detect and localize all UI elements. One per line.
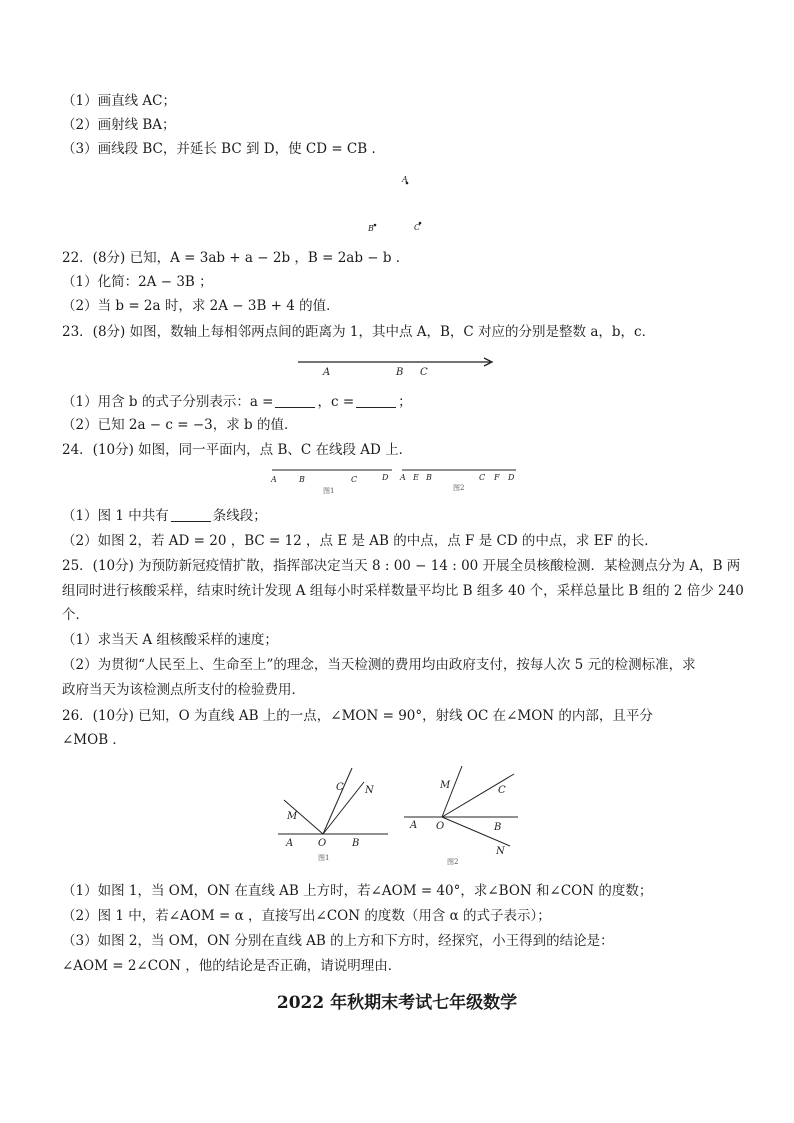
q21-part2: （2）画射线 BA；: [62, 117, 176, 133]
q21-part1: （1）画直线 AC；: [62, 93, 176, 109]
q26-fig1-label-n: N: [365, 785, 374, 796]
q26-fig2-label-o: O: [436, 821, 445, 832]
q24-part1: [62, 507, 267, 525]
q23-label-c: C: [420, 367, 428, 378]
q26-fig2-caption: 图2: [447, 858, 459, 866]
q22-part1: （1）化简：2A − 3B ；: [62, 274, 213, 290]
q26-part3-line2: ∠AOM = 2∠CON ，他的结论是否正确，请说明理由．: [62, 958, 402, 974]
q24-part1-text-b: 条线段；: [212, 508, 267, 524]
q21-label-c: C: [414, 223, 421, 232]
q26-part1: （1）如图 1，当 OM，ON 在直线 AB 上方时，若∠AOM = 40°，求∠BON 和∠CON 的度数；: [62, 883, 653, 899]
q24-fig1-label-d: D: [382, 473, 389, 482]
q26-stem-line2: ∠MOB ．: [62, 732, 126, 748]
q26-stem-line1: 26．(10分) 已知，O 为直线 AB 上的一点，∠MON = 90°，射线 OC 在∠MON 的内部，且平分: [62, 708, 653, 724]
q23-label-a: A: [323, 367, 331, 378]
q25-part1: （1）求当天 A 组核酸采样的速度；: [62, 632, 278, 648]
q24-fig2-label-f: F: [494, 473, 500, 482]
q26-fig1-ray-oc: [323, 768, 352, 834]
q24-stem: 24．(10分) 如图，同一平面内，点 B、C 在线段 AD 上．: [62, 442, 413, 458]
q22-stem: 22．(8分) 已知，A = 3ab + a − 2b ，B = 2ab − b ．: [62, 250, 410, 266]
q23-blank-c[interactable]: [356, 395, 396, 408]
q22-part2: （2）当 b = 2a 时，求 2A − 3B + 4 的值．: [62, 298, 340, 314]
q24-fig2-label-b: B: [426, 473, 432, 482]
q24-fig1-label-a: A: [271, 475, 277, 484]
q24-fig2-label-a: A: [400, 473, 406, 482]
q24-fig2-label-e: E: [413, 473, 419, 482]
q24-fig1-caption: 图1: [323, 487, 335, 495]
q25-part2-line2: 政府当天为该检测点所支付的检验费用．: [62, 682, 305, 698]
q26-fig1-caption: 图1: [318, 854, 330, 862]
q26-fig1-label-m: M: [287, 811, 298, 822]
q26-fig1-label-b: B: [352, 838, 360, 849]
q26-fig2-label-c: C: [498, 785, 506, 796]
q26-part3-line1: （3）如图 2，当 OM，ON 分别在直线 AB 的上方和下方时，经探究，小王得到的结论是：: [62, 933, 614, 949]
q21-label-b: B: [368, 224, 374, 233]
q24-part2: （2）如图 2，若 AD = 20 ，BC = 12 ，点 E 是 AB 的中点，点 F 是 CD 的中点，求 EF 的长．: [62, 533, 658, 549]
q25-part2-line1: （2）为贯彻“人民至上、生命至上”的理念，当天检测的费用均由政府支付，按每人次 5 元的检测标准，求: [62, 657, 696, 673]
q23-label-b: B: [396, 367, 404, 378]
q26-fig1-label-c: C: [336, 782, 344, 793]
q24-fig1-label-c: C: [351, 475, 358, 484]
q23-part1-text-a: （1）用含 b 的式子分别表示：a =: [62, 394, 274, 410]
q24-fig2-caption: 图2: [453, 484, 465, 492]
q23-part1-text-c: ；: [398, 394, 412, 410]
q23-blank-a[interactable]: [275, 395, 315, 408]
q23-number-line: [0, 350, 794, 380]
q26-fig2-label-b: B: [494, 822, 502, 833]
q23-part1: [62, 393, 412, 411]
q21-point-b: [374, 224, 377, 227]
footer-title: 2022 年秋期末考试七年级数学: [276, 993, 518, 1013]
q26-fig2-ray-om: [442, 766, 462, 817]
q26-fig1-label-o: O: [318, 838, 327, 849]
q26-fig1-label-a: A: [286, 838, 294, 849]
q25-stem-line2: 组同时进行核酸采样，结束时统计发现 A 组每小时采样数量平均比 B 组多 40 个，采样总量比 B 组的 2 倍少 240: [62, 583, 744, 599]
q26-fig2-label-m: M: [440, 780, 451, 791]
q26-figures: [0, 760, 794, 880]
q25-stem-line1: 25．(10分) 为预防新冠疫情扩散，指挥部决定当天 8 : 00 − 14 : 00 开展全员核酸检测．某检测点分为 A，B 两: [62, 558, 741, 574]
q24-fig2-label-c: C: [479, 473, 486, 482]
q26-fig2-label-a: A: [410, 820, 418, 831]
q21-figure: [0, 165, 794, 245]
q24-fig1-label-b: B: [299, 475, 305, 484]
q23-stem: 23．(8分) 如图，数轴上每相邻两点间的距离为 1，其中点 A，B，C 对应的分别是整数 a，b，c．: [62, 324, 656, 340]
q23-part1-text-b: ，c =: [317, 394, 355, 410]
q23-part2: （2）已知 2a − c = −3，求 b 的值．: [62, 417, 298, 433]
q26-fig2-label-n: N: [496, 846, 505, 857]
q25-stem-line3: 个．: [62, 607, 89, 623]
q21-part3: （3）画线段 BC，并延长 BC 到 D，使 CD = CB ．: [62, 141, 385, 157]
q24-fig2-label-d: D: [508, 473, 515, 482]
q24-part1-text-a: （1）图 1 中共有: [62, 508, 169, 524]
q26-part2: （2）图 1 中，若∠AOM = α ，直接写出∠CON 的度数（用含 α 的式子表示）；: [62, 908, 551, 924]
q21-label-a: A: [402, 175, 408, 184]
q24-figures: [0, 462, 794, 496]
q24-blank-count[interactable]: [171, 509, 211, 522]
